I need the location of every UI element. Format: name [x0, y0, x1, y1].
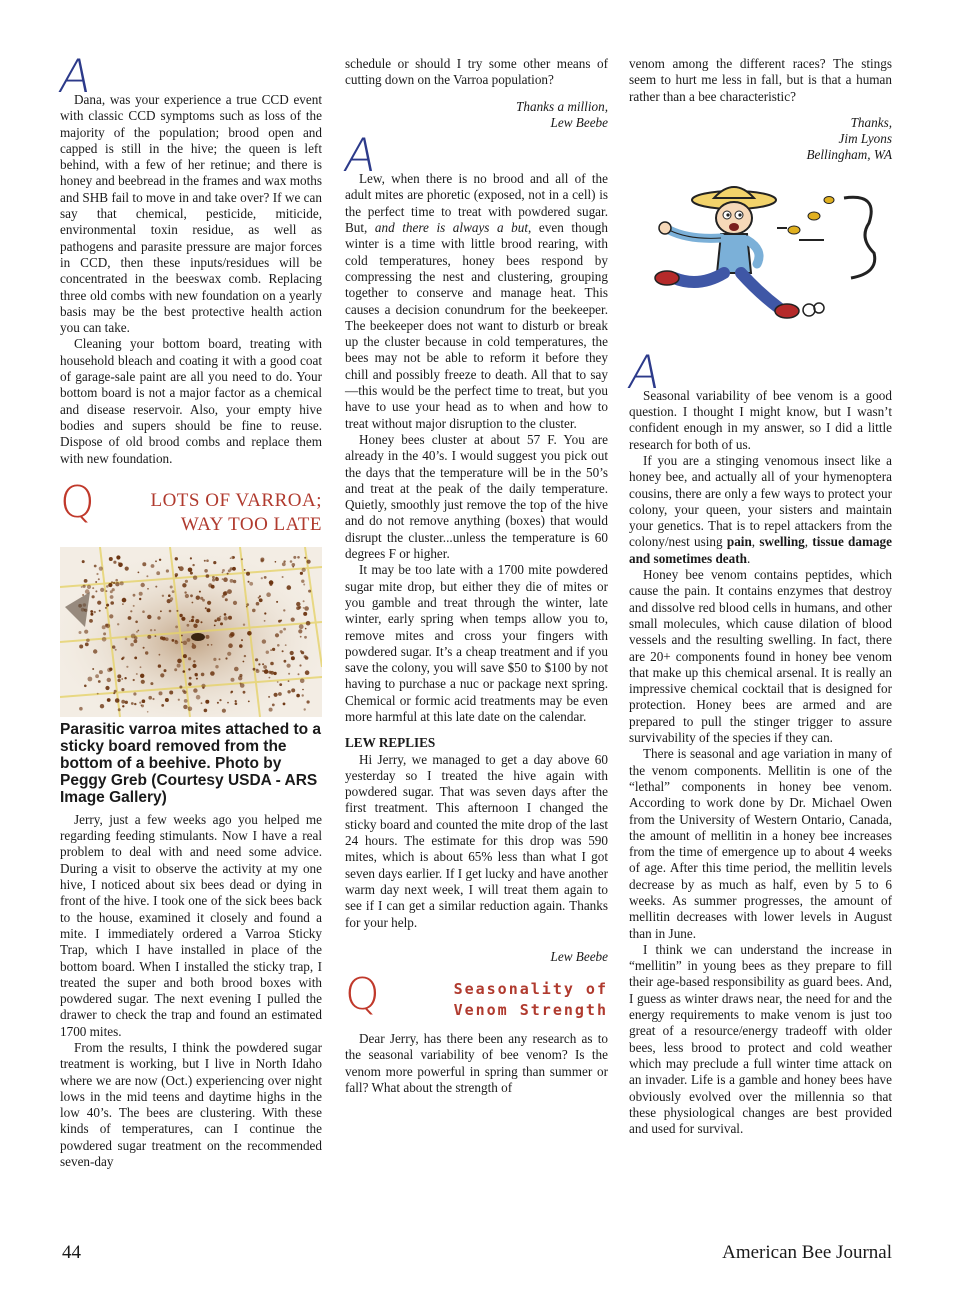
- question-paragraph: schedule or should I try some other means of cutting down on the Varroa population?: [345, 56, 608, 88]
- running-man-bees-cartoon: [629, 178, 892, 338]
- question-paragraph: Jerry, just a few weeks ago you helped me regarding feeding stimulants. Now I have a real problem to deal with and need some advice. During a visit to observe the activity at my one hive, I noticed about six bees dead or dying in front of the hive. I took one of the sick bees back to the house, examined it closely and found a mite. I immediately ordered a Varroa Sticky Trap, which I have installed in place of the bottom board. When I installed the sticky trap, I treated the super and both brood boxes with powdered sugar. The next evening I pulled the drawer to check the trap and found an estimated 1700 mites.: [60, 811, 322, 1039]
- answer-paragraph: If you are a stinging venomous insect like a honey bee, and actually all of your hymenoptera cousins, there are only a few ways to protect your colony, your queen, your sisters and maintain your genetics. That is to repel attackers from the colony/nest using pain, swelling, tissue damage and sometimes death.: [629, 452, 892, 566]
- journal-name: American Bee Journal: [722, 1242, 892, 1263]
- answer-paragraph: Dana, was your experience a true CCD event with classic CCD symptoms such as loss of the majority of the population; brood open and capped is still in the hive; the queen is left behind, with a few of her retinue; and there is honey and beebread in the frames and wax moths and SHB fail to move in and take over? If we can say that chemical, pesticide, miticide, environmental toxin residue, as well as pathogens and parasite pressure are major forces in CCD, then these inputs/residues will be concentrated in the beeswax comb. Replacing three old combs with new foundation on a yearly basis may be the best protective health action you can take.: [60, 92, 322, 336]
- photo-caption: Parasitic varroa mites attached to a sticky board removed from the bottom of a beehive. Photo by Peggy Greb (Courtesy USDA - ARS Image Gallery): [60, 720, 322, 806]
- answer-paragraph: Seasonal variability of bee venom is a good question. I thought I might know, but I wasn’t confident enough in my answer, so I did a little research for both of us.: [629, 387, 892, 452]
- page-number: 44: [62, 1242, 81, 1263]
- answer-paragraph: Lew, when there is no brood and all of the adult mites are phoretic (exposed, not in a cell) is the perfect time to treat with powdered sugar. But, and there is always a but, even though winter is a time with little brood rearing, with cold temperatures, honey bees respond by compressing the nest and clustering, grouping together to conserve and manage heat. This causes a decision conundrum for the beekeeper. The beekeeper does not want to disturb or break up the cluster because in cold temperatures, the bees may not be able to reform it before they chill and possibly freeze to death. All that to say—this would be the perfect time to treat, but you have to use your head as to when and how to treat without major disruption to the cluster.: [345, 171, 608, 431]
- signature: Thanks,: [850, 114, 892, 130]
- answer-paragraph: I think we can understand the increase in “mellitin” in young bees as they prepare to fill their age-based responsibility as guard bees. And, I guess as winter draws near, the need for and the energy requirements to make venom is just too great of a resource/energy tradeoff with older bees, less brood to protect and cold weather which may preclude a full winter time attack on an invader. Life is a gamble and honey bees have obviously evolved over the millennia so that these physiological changes are best provided and used for survival.: [629, 941, 892, 1137]
- answer-paragraph: Honey bees cluster at about 57 F. You are already in the 40’s. I would suggest you pick out the days that the temperature will be in the 50’s and treat at the peak of the daily temperature. Quietly, smoothly just remove the top of the hive and do not remove anything (boxes) that would disrupt the cluster...unless the temperature is 60 degrees F or higher.: [345, 431, 608, 562]
- reply-paragraph: Hi Jerry, we managed to get a day above 60 yesterday so I treated the hive again with powdered sugar. That was seven days after the first treatment. This afternoon I changed the sticky board and counted the mite drop of the last 24 hours. The estimate for this drop was 590 mites, which is about 65% less than what I got seven days earlier. If I get lucky and have another warm day next week, I will treat them again to see if I can get a similar reduction again. Thanks for your help.: [345, 751, 608, 930]
- varroa-sticky-board-photo: [60, 547, 322, 717]
- signature: Lew Beebe: [550, 948, 608, 964]
- column-1: [55, 49, 322, 1170]
- question-heading: [60, 476, 322, 537]
- question-paragraph: Dear Jerry, has there been any research as to the seasonal variability of bee venom? Is the venom more powerful in spring than summer or fall? What about the strength of: [345, 1031, 608, 1096]
- answer-paragraph: Cleaning your bottom board, treating with household bleach and coating it with a good coat of garage-sale paint are all you need to do. Your bottom board is not a major factor as a chemical and disease reservoir. Also, your empty hive bodies and supers should be fine to reuse. Dispose of old brood combs and replace them with new foundation.: [60, 336, 322, 466]
- question-letter: Q: [60, 476, 95, 528]
- question-title: Seasonality of Venom Strength: [453, 980, 608, 1020]
- subhead-lew-replies: LEW REPLIES: [345, 735, 436, 751]
- answer-paragraph: Honey bee venom contains peptides, which cause the pain. It contains enzymes that destroy and dissolve red blood cells in humans, and other small molecules, which cause dilation of blood vessels and the resulting swelling. In fact, there are 20+ components found in honey bee venom that make up this chemical arsenal. It is really an impressive chemical cocktail that is designed for protection. Honey bees are armed and are prepared to pull the stinger trigger to assure survivability of the species if they can.: [629, 567, 892, 746]
- answer-paragraph: There is seasonal and age variation in many of the venom components. Mellitin is one of the “lethal” components in honey bee venom. According to work done by Dr. Michael Owen from the University of Western Ontario, Canada, the amount of mellitin in a honey bee increases from the time of emergence up to about 4 weeks of age. After this time period, the mellitin levels decrease by as much as half, even by 5 to 6 weeks. As summer progresses, the amount of mellitin decreases with lower levels in August than in June.: [629, 746, 892, 941]
- signature: Jim Lyons: [838, 131, 892, 147]
- question-heading: [345, 969, 608, 1021]
- column-2: [340, 56, 608, 1096]
- answer-letter: A: [624, 344, 666, 399]
- question-title: LOTS OF VARROA; WAY TOO LATE: [150, 489, 322, 535]
- question-letter: Q: [345, 969, 380, 1021]
- question-paragraph: From the results, I think the powdered sugar treatment is working, but I live in North Idaho where we are now (Oct.) experiencing over night lows in the mid teens and daytime highs in the low 40’s. The bees are clustering. With these kinds of temperatures, can I continue the powdered sugar treatment on the recommended seven-day: [60, 1039, 322, 1170]
- answer-letter: A: [55, 49, 97, 103]
- signature: Lew Beebe: [550, 114, 608, 130]
- signature: Thanks a million,: [516, 98, 608, 114]
- column-3: [624, 56, 892, 1137]
- answer-letter: A: [340, 128, 382, 183]
- signature: Bellingham, WA: [806, 147, 892, 163]
- question-paragraph: venom among the different races? The stings seem to hurt me less in fall, but is that a human rather than a bee characteristic?: [629, 56, 892, 104]
- answer-paragraph: It may be too late with a 1700 mite powdered sugar mite drop, but either they die of mites or you gamble and treat through the winter, late winter, early spring when temps allow you to, remove mites and cross your fingers with powdered sugar. It’s a cheap treatment and if you save the colony, you will save $50 to $100 by not having to purchase a nuc or package next spring. Chemical or formic acid treatments may be even more harmful at this late date on the calendar.: [345, 562, 608, 724]
